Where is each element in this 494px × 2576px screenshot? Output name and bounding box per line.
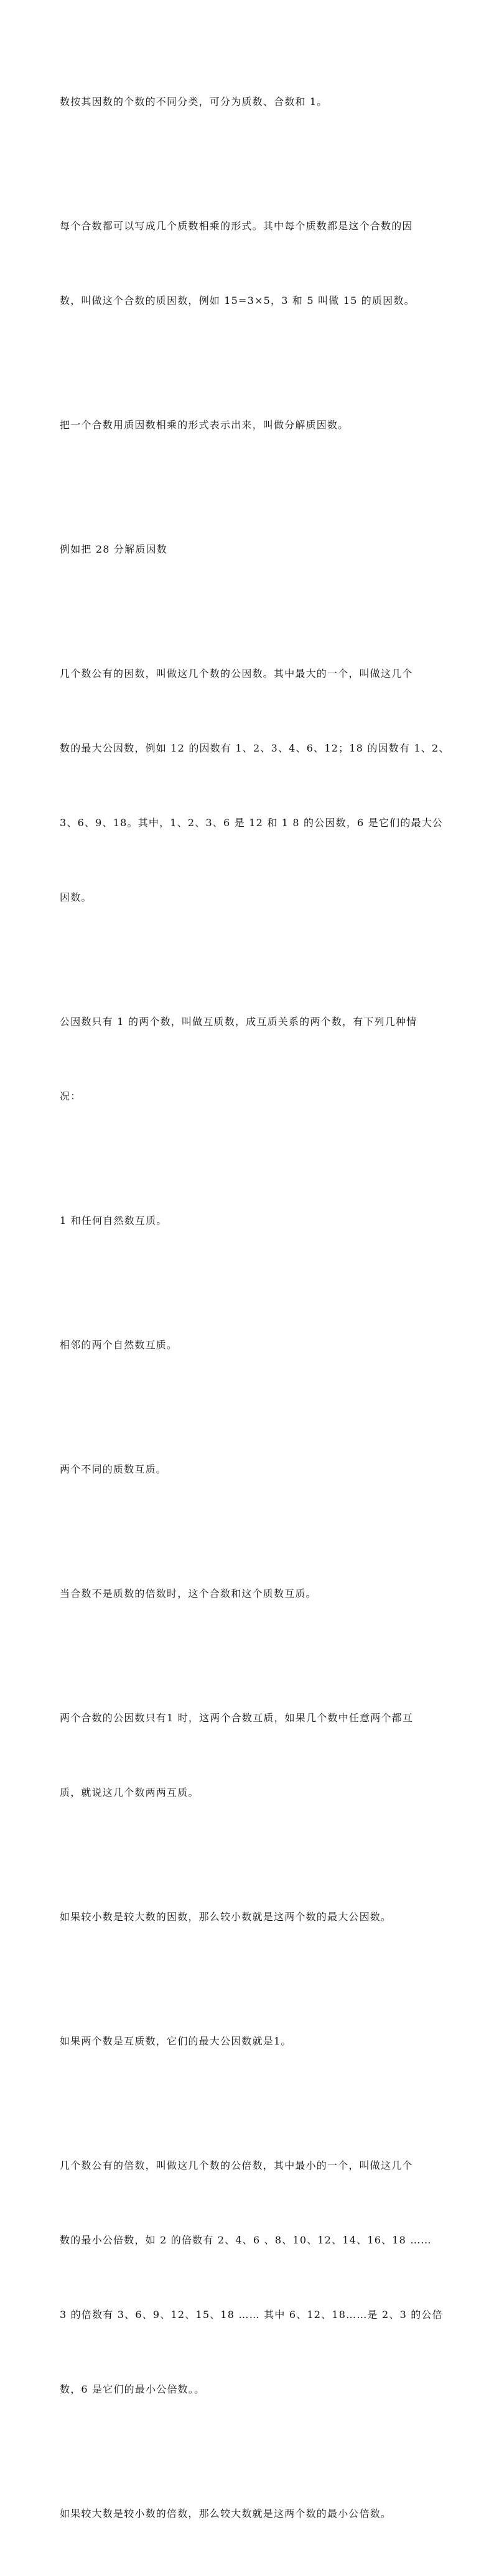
- text-line: 1 和任何自然数互质。: [60, 1215, 167, 1226]
- text-line: 况：: [60, 1090, 82, 1102]
- paragraph-gcd-rule-2: [60, 1979, 452, 2104]
- text-line: 数的最小公倍数，如 2 的倍数有 2、4、6 、8、10、12、14、16、18 ……: [60, 2234, 432, 2246]
- paragraph-lcm-rule: [60, 2452, 452, 2576]
- text-line: 把一个合数用质因数相乘的形式表示出来，叫做分解质因数。: [60, 419, 349, 431]
- text-line: 几个数公有的因数，叫做这几个数的公因数。其中最大的一个，叫做这几个: [60, 668, 413, 679]
- text-line: 因数。: [60, 891, 92, 903]
- text-line: 数，6 是它们的最小公倍数。。: [60, 2383, 205, 2395]
- text-line: 当合数不是质数的倍数时，这个合数和这个质数互质。: [60, 1588, 317, 1599]
- document-page: [60, 40, 452, 2576]
- paragraph-coprime-case-1: [60, 1159, 452, 1283]
- text-line: 两个合数的公因数只有1 时，这两个合数互质，如果几个数中任意两个都互: [60, 1712, 414, 1724]
- text-line: 数，叫做这个合数的质因数，例如 15=3×5，3 和 5 叫做 15 的质因数。: [60, 295, 415, 306]
- paragraph-coprime-case-5: [60, 1656, 452, 1855]
- text-line: 相邻的两个自然数互质。: [60, 1339, 178, 1351]
- text-line: 如果较小数是较大数的因数，那么较小数就是这两个数的最大公因数。: [60, 1911, 392, 1923]
- paragraph-common-factor: [60, 612, 452, 960]
- paragraph-coprime-case-3: [60, 1407, 452, 1532]
- text-line: 例如把 28 分解质因数: [60, 543, 167, 555]
- paragraph-coprime-definition: [60, 960, 452, 1159]
- paragraph-gcd-rule-1: [60, 1855, 452, 1979]
- paragraph-coprime-case-2: [60, 1283, 452, 1407]
- text-line: 几个数公有的倍数，叫做这几个数的公倍数，其中最小的一个，叫做这几个: [60, 2160, 413, 2171]
- paragraph-coprime-case-4: [60, 1532, 452, 1656]
- paragraph-common-multiple: [60, 2104, 452, 2452]
- text-line: 两个不同的质数互质。: [60, 1463, 167, 1475]
- text-line: 3、6、9、18。其中，1、2、3、6 是 12 和 1 8 的公因数，6 是它们的最大公: [60, 817, 444, 829]
- text-line: 数按其因数的个数的不同分类，可分为质数、合数和 1。: [60, 96, 328, 108]
- paragraph-number-classification: [60, 40, 452, 164]
- text-line: 如果两个数是互质数，它们的最大公因数就是1。: [60, 2035, 292, 2047]
- text-line: 质，就说这几个数两两互质。: [60, 1787, 199, 1798]
- text-line: 数的最大公因数，例如 12 的因数有 1、2、3、4、6、12；18 的因数有 1、2、: [60, 742, 450, 754]
- text-line: 3 的倍数有 3、6、9、12、15、18 …… 其中 6、12、18……是 2、3 的公倍: [60, 2309, 443, 2321]
- text-line: 如果较大数是较小数的倍数，那么较大数就是这两个数的最小公倍数。: [60, 2508, 392, 2519]
- paragraph-example-28: [60, 487, 452, 612]
- paragraph-prime-factorization: [60, 363, 452, 487]
- text-line: 每个合数都可以写成几个质数相乘的形式。其中每个质数都是这个合数的因: [60, 220, 413, 232]
- text-line: 公因数只有 1 的两个数，叫做互质数，成互质关系的两个数，有下列几种情: [60, 1016, 417, 1028]
- paragraph-prime-factor-definition: [60, 164, 452, 363]
